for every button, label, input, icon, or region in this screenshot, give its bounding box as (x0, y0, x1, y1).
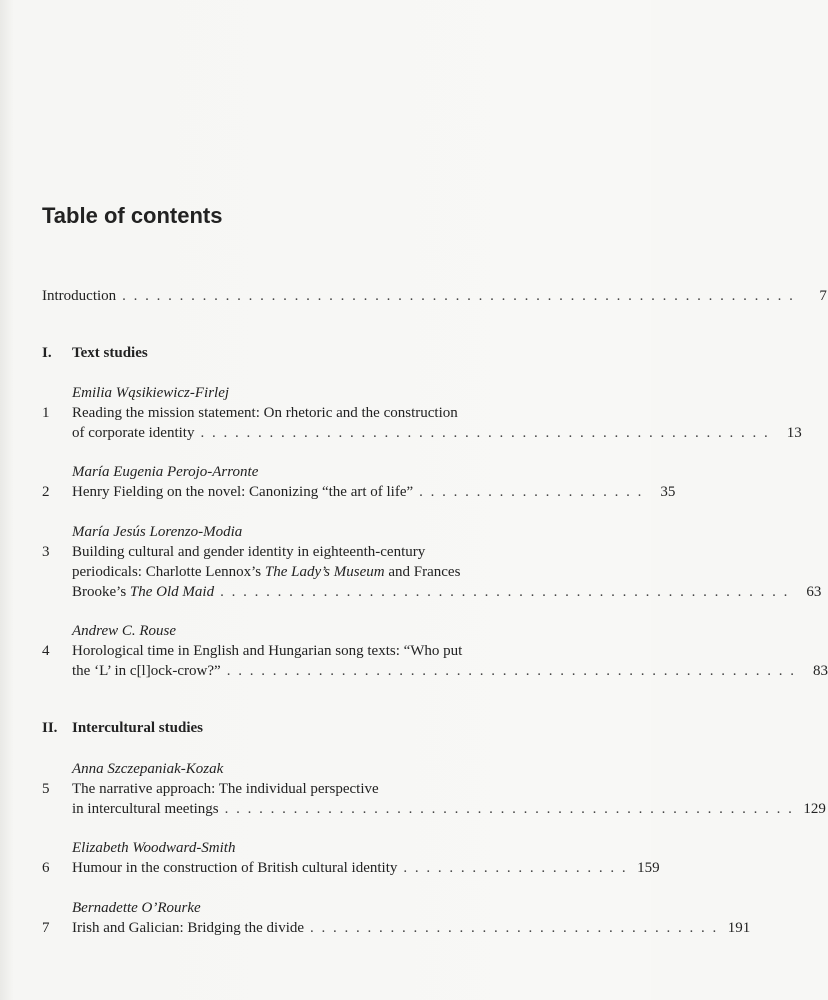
leader-dots: . . . . . . . . . . . . . . . . . . . . . . . . . . . . . . . . . . . . . . . . . . . . . . . . . . (220, 584, 790, 600)
entry-number: 3 (42, 544, 50, 560)
entry-work-title: The Lady’s Museum (264, 564, 385, 580)
entry-title-line: of corporate identity (72, 425, 195, 441)
entry-title-line: Humour in the construction of British cultural identity (72, 860, 398, 876)
entry-text: periodicals: Charlotte Lennox’s (72, 564, 265, 580)
leader-dots: . . . . . . . . . . . . . . . . . . . . . . . . . . . . . . . . . . . . . . . . . . . . . . . . . . . . . . . . . . . (122, 288, 795, 304)
entry-title-line: Reading the mission statement: On rhetoric and the construction (72, 405, 458, 421)
toc-entry-1 (42, 383, 802, 443)
toc-entry-7 (42, 898, 751, 938)
entry-title-line: Henry Fielding on the novel: Canonizing “the art of life” (72, 484, 414, 500)
entry-author: Bernadette O’Rourke (72, 900, 201, 916)
leader-dots: . . . . . . . . . . . . . . . . . . . . (419, 484, 644, 500)
entry-page: 159 (637, 860, 660, 876)
entry-number: 6 (42, 860, 50, 876)
intro-label: Introduction (42, 288, 117, 304)
leader-dots: . . . . . . . . . . . . . . . . . . . . . . . . . . . . . . . . . . . . . . . . . . . . . . . . . . (224, 801, 794, 817)
entry-author: Anna Szczepaniak-Kozak (72, 761, 224, 777)
entry-page: 191 (727, 920, 751, 936)
entry-title-line: The narrative approach: The individual perspective (72, 781, 379, 797)
entry-title-line: the ‘L’ in c[l]ock-crow?” (72, 663, 221, 679)
entry-work-title: The Old Maid (129, 584, 215, 600)
entry-title-line: Irish and Galician: Bridging the divide (72, 920, 305, 936)
entry-text: and Frances (384, 564, 461, 580)
toc-entry-2 (42, 462, 676, 502)
page-title: Table of contents (42, 203, 223, 228)
entry-title-line (72, 562, 821, 582)
entry-number: 2 (42, 484, 50, 500)
entry-author: Andrew C. Rouse (72, 623, 177, 639)
leader-dots: . . . . . . . . . . . . . . . . . . . . . . . . . . . . . . . . . . . . . . . . . . . . . . . . . . (200, 425, 770, 441)
entry-number: 7 (42, 920, 50, 936)
entry-title-line (72, 582, 214, 602)
entry-title-line: in intercultural meetings (72, 801, 219, 817)
toc-entry-3 (42, 522, 822, 602)
entry-number: 5 (42, 781, 50, 797)
entry-title-line: Building cultural and gender identity in eighteenth-century (72, 544, 426, 560)
entry-page: 13 (786, 425, 802, 441)
entry-title-line: Horological time in English and Hungarian song texts: “Who put (72, 643, 463, 659)
toc-entry-5 (42, 759, 826, 819)
entry-page: 35 (660, 484, 676, 500)
leader-dots: . . . . . . . . . . . . . . . . . . . . . . . . . . . . . . . . . . . . (310, 920, 719, 936)
entry-page: 63 (806, 584, 822, 600)
leader-dots: . . . . . . . . . . . . . . . . . . . . (403, 860, 628, 876)
entry-number: 1 (42, 405, 50, 421)
toc-entry-4 (42, 621, 828, 681)
section-heading-1 (42, 345, 148, 362)
intro-page: 7 (819, 288, 827, 304)
entry-author: Elizabeth Woodward-Smith (72, 840, 236, 856)
toc-introduction (42, 286, 827, 306)
section-heading-2 (42, 720, 203, 737)
entry-number: 4 (42, 643, 50, 659)
section-number: II. (42, 720, 58, 736)
entry-author: Emilia Wąsikiewicz-Firlej (72, 385, 230, 401)
section-title: Text studies (72, 345, 148, 361)
leader-dots: . . . . . . . . . . . . . . . . . . . . . . . . . . . . . . . . . . . . . . . . . . . . . . . . . . (226, 663, 796, 679)
entry-text: Brooke’s (72, 584, 130, 600)
section-number: I. (42, 345, 52, 361)
entry-page: 129 (803, 801, 826, 817)
toc-entry-6 (42, 838, 660, 878)
section-title: Intercultural studies (72, 720, 203, 736)
entry-author: María Jesús Lorenzo-Modia (72, 524, 243, 540)
entry-author: María Eugenia Perojo-Arronte (72, 464, 259, 480)
entry-page: 83 (812, 663, 828, 679)
